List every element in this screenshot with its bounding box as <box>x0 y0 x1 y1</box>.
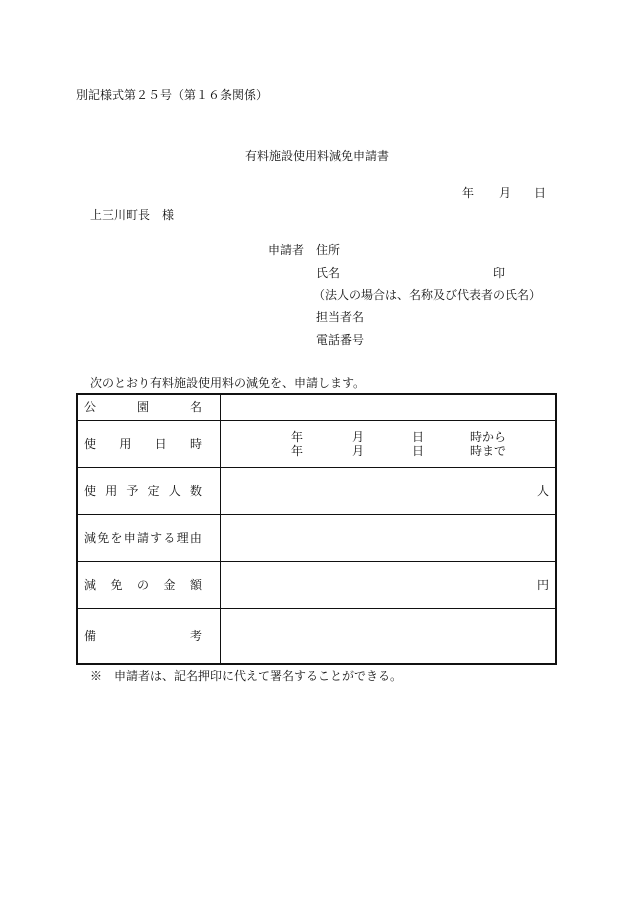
label-char: 園 <box>136 400 149 415</box>
addressee: 上三川町長 様 <box>90 208 175 222</box>
applicant-role-label: 申請者 <box>268 243 305 257</box>
from-hour-suffix: 時から <box>470 429 507 444</box>
label-char: 名 <box>189 400 202 415</box>
unit-yen: 円 <box>536 577 549 592</box>
label-char: 人 <box>168 483 181 498</box>
footnote: ※ 申請者は、記名押印に代えて署名することができる。 <box>90 669 403 683</box>
contact-person-label: 担当者名 <box>316 310 365 324</box>
label-char: 定 <box>147 483 160 498</box>
from-month-label: 月 <box>352 429 365 444</box>
label-char: 数 <box>189 483 202 498</box>
value-reduction-amount[interactable] <box>221 561 557 608</box>
table-row-reduction-reason <box>77 514 556 561</box>
label-usage-datetime <box>77 420 221 467</box>
table-row-expected-attendees <box>77 467 556 514</box>
label-char: 免 <box>97 530 110 545</box>
label-reduction-reason <box>77 514 221 561</box>
form-number: 別記様式第２５号（第１６条関係） <box>76 88 269 102</box>
table-row-park-name <box>77 394 556 420</box>
value-park-name[interactable] <box>221 394 557 420</box>
label-char: 請 <box>136 530 149 545</box>
label-remarks <box>77 608 221 664</box>
label-char: の <box>136 577 149 592</box>
date-month-label: 月 <box>499 186 512 200</box>
label-char: 備 <box>84 628 97 643</box>
address-label: 住所 <box>316 243 341 257</box>
label-char: 使 <box>84 436 97 451</box>
date-to-line <box>227 444 549 458</box>
to-month-label: 月 <box>352 443 365 458</box>
table-row-usage-datetime <box>77 420 556 467</box>
seal-mark: 印 <box>493 266 506 280</box>
label-char: 考 <box>189 628 202 643</box>
label-char: す <box>150 530 163 545</box>
label-char: を <box>110 530 123 545</box>
from-day-label: 日 <box>412 429 425 444</box>
label-chars <box>84 578 202 592</box>
value-reduction-reason[interactable] <box>221 514 557 561</box>
date-year-label: 年 <box>462 186 475 200</box>
label-chars <box>84 531 202 545</box>
label-chars <box>84 629 202 643</box>
label-char: 予 <box>126 483 139 498</box>
label-char: 金 <box>163 577 176 592</box>
label-char: 減 <box>84 577 97 592</box>
to-hour-suffix: 時まで <box>470 443 507 458</box>
label-char: 用 <box>119 436 132 451</box>
to-year-label: 年 <box>291 443 304 458</box>
intro-text: 次のとおり有料施設使用料の減免を、申請します。 <box>90 376 366 390</box>
table-row-remarks <box>77 608 556 664</box>
label-char: 時 <box>189 436 202 451</box>
label-chars <box>84 437 202 451</box>
label-char: 減 <box>84 530 97 545</box>
label-char: 用 <box>105 483 118 498</box>
value-expected-attendees[interactable] <box>221 467 557 514</box>
label-reduction-amount <box>77 561 221 608</box>
label-chars <box>84 400 202 414</box>
table-row-reduction-amount <box>77 561 556 608</box>
label-park-name <box>77 394 221 420</box>
date-from-line <box>227 430 549 444</box>
to-day-label: 日 <box>412 443 425 458</box>
value-usage-datetime[interactable] <box>221 420 557 467</box>
label-char: 公 <box>84 400 97 415</box>
label-char: る <box>163 530 176 545</box>
value-remarks[interactable] <box>221 608 557 664</box>
label-char: 額 <box>189 577 202 592</box>
name-label: 氏名 <box>316 266 341 280</box>
from-year-label: 年 <box>291 429 304 444</box>
label-chars <box>84 484 202 498</box>
label-char: 申 <box>123 530 136 545</box>
label-char: 理 <box>176 530 189 545</box>
label-char: 日 <box>154 436 167 451</box>
date-day-label: 日 <box>534 186 547 200</box>
label-char: 由 <box>189 530 202 545</box>
label-expected-attendees <box>77 467 221 514</box>
unit-people: 人 <box>536 483 549 498</box>
corporation-note: （法人の場合は、名称及び代表者の氏名） <box>313 288 542 302</box>
label-char: 使 <box>84 483 97 498</box>
document-title: 有料施設使用料減免申請書 <box>245 149 390 163</box>
phone-label: 電話番号 <box>316 333 365 347</box>
application-table <box>76 393 557 665</box>
label-char: 免 <box>110 577 123 592</box>
